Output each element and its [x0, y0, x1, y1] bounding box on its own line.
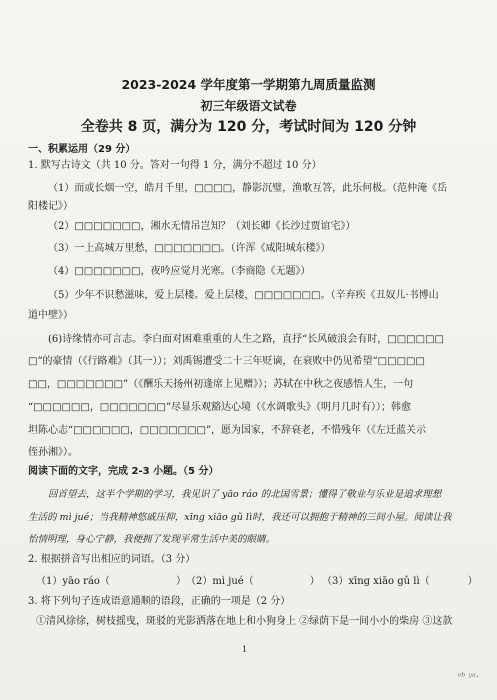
poem-line-1: （1）而或长烟一空，皓月千里，□□□□，静影沉璧，渔歌互答，此乐何极。（范仲淹《岳 — [48, 183, 448, 194]
question-2-item-2 — [186, 575, 320, 588]
pinyin-label-3: （3）xīng xiāo gǔ lì（ — [322, 576, 430, 587]
pinyin-label-1: （1）yāo ráo（ — [36, 576, 110, 587]
section-heading: 一、积累运用（29 分） — [28, 144, 136, 155]
poem-line-6-cont-2: □□，□□□□□□□”（《酬乐天扬州初逢席上见赠》）；苏轼在中秋之夜感悟人生，一句 — [28, 379, 414, 390]
poem-line-6-cont-5: 侄孙湘》）。 — [28, 447, 78, 458]
question-2-item-3 — [322, 575, 478, 588]
answer-field-3[interactable] — [430, 577, 468, 588]
passage-line-3: 怡情明理，身心宁静，我便拥了发现平常生活中美的眼睛。 — [28, 534, 276, 545]
poem-line-5-cont: 道中壁》） — [28, 310, 73, 321]
poem-line-6: (6)诗缘情亦可言志。李白面对困难重重的人生之路，直抒“长风破浪会有时，□□□□□□ — [48, 334, 444, 345]
question-3-stem: 3. 将下列句子连成语意通顺的语段，正确的一项是（2 分） — [28, 596, 291, 607]
poem-line-1-cont: 阳楼记》） — [28, 201, 73, 212]
poem-line-6-cont-4: 坦陈心志“□□□□□□，□□□□□□□”，愿为国家，不辞衰老，不惜残年（《左迁蓝关示 — [28, 425, 427, 436]
answer-field-2[interactable] — [254, 577, 310, 588]
pinyin-close-1: ） — [175, 576, 186, 587]
question-2-item-1 — [36, 575, 186, 588]
question-2-stem: 2. 根据拼音写出相应的词语。（3 分） — [28, 554, 196, 565]
handwritten-scribble: ᵉᵇ ʸᵃ· — [457, 672, 479, 683]
poem-line-6-cont-1: □”的豪情（《行路难》（其一））；刘禹锡遭受二十三年贬谪，在衰败中仍见希望“□□□□□ — [28, 356, 425, 367]
answer-field-1[interactable] — [110, 577, 176, 588]
exam-subtitle: 初三年级语文试卷 — [200, 99, 297, 113]
pinyin-close-3: ） — [467, 576, 478, 587]
pinyin-close-2: ） — [309, 576, 320, 587]
poem-line-5: （5）少年不识愁滋味，爱上层楼。爱上层楼，□□□□□□□。（辛弃疾《丑奴儿·书博山 — [48, 290, 439, 301]
pinyin-label-2: （2）mì jué（ — [186, 576, 254, 587]
passage-line-1: 回首望去，这半个学期的学习，我见识了 yāo ráo 的北国雪景；懂得了敬业与乐业是追求理想 — [48, 489, 442, 500]
reading-instruction: 阅读下面的文字，完成 2-3 小题。（5 分） — [28, 466, 219, 477]
question-1-stem: 1. 默写古诗文（共 10 分。答对一句得 1 分，满分不超过 10 分） — [28, 160, 322, 171]
exam-title: 2023-2024 学年度第一学期第九周质量监测 — [121, 77, 376, 92]
passage-line-2: 生活的 mì jué；当我精神悠戚压抑，xīng xiāo gǔ lì时，我还可以拥抱于精神的三间小屋。阅读让我 — [28, 512, 452, 523]
question-3-sentences: ①清风徐徐，树枝摇曳，斑驳的光影洒落在地上和小狗身上 ②绿荫下是一间小小的柴房 ③这款 — [36, 616, 453, 627]
poem-line-2: （2）□□□□□□□，湘水无情吊岂知？（刘长卿《长沙过贾谊宅》） — [48, 221, 356, 232]
exam-info: 全卷共 8 页，满分为 120 分，考试时间为 120 分钟 — [80, 119, 417, 135]
page-number: 1 — [242, 645, 248, 654]
poem-line-6-cont-3: “□□□□□□，□□□□□□□”尽显乐观豁达心境（《水调歌头》（明月几时有））；韩愈 — [28, 402, 412, 413]
poem-line-4: （4）□□□□□□□，夜吟应觉月光寒。（李商隐《无题》） — [48, 266, 311, 277]
poem-line-3: （3）一上高城万里愁，□□□□□□□。（许浑《咸阳城东楼》） — [48, 243, 331, 254]
